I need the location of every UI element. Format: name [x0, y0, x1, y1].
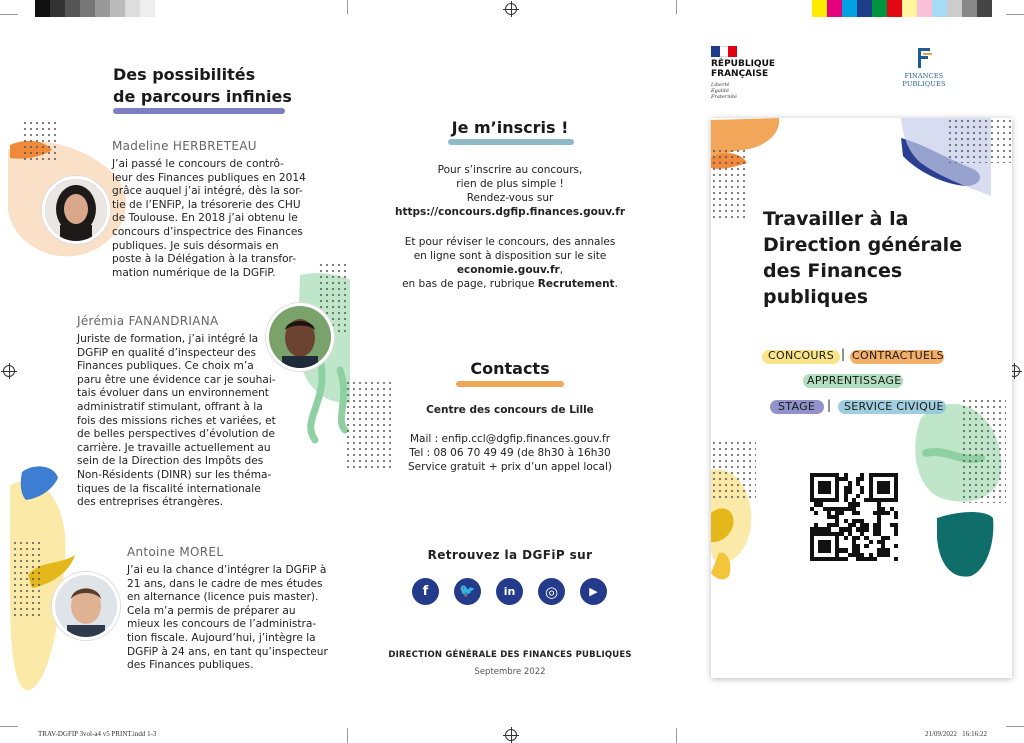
text-fragment: ,: [559, 264, 564, 276]
text-line: tais évoluer dans un environnement: [77, 387, 269, 400]
text-line: poste à la Délégation à la transfor-: [112, 253, 297, 266]
text-line: administratif stimulant, offrant à la: [77, 400, 263, 413]
text-line: Non-Résidents (DINR) sur les théma-: [77, 468, 272, 481]
text-line: en ligne sont à disposition sur le site: [413, 250, 607, 262]
blue-brush-shape: [21, 466, 58, 500]
text-line: DGFiP en qualité d’inspecteur des: [77, 346, 257, 359]
registration-mark: [505, 3, 517, 15]
cover-card: [711, 118, 1012, 678]
inscription-block: [370, 163, 650, 219]
footer-org: DIRECTION GÉNÉRALE DES FINANCES PUBLIQUES: [388, 650, 632, 660]
crop-mark: [1006, 726, 1024, 727]
dots-pattern: [711, 440, 756, 500]
contact-block: [370, 432, 650, 474]
portrait-image: [55, 575, 117, 637]
rf-motto: [711, 82, 737, 100]
text-line: J’ai passé le concours de contrô-: [112, 158, 284, 170]
cover-title-line: des Finances: [763, 260, 903, 282]
youtube-icon[interactable]: ▶: [580, 578, 607, 605]
dots-pattern: [12, 540, 42, 620]
dots-pattern: [947, 118, 1012, 163]
tag-service-civique: SERVICE CIVIQUE: [844, 400, 944, 413]
text-line: tion fiscale. Aujourd’hui, j’intègre la: [127, 631, 316, 644]
text-fragment: .: [614, 278, 618, 290]
text-line: [370, 277, 650, 291]
text-line: rien de plus simple !: [456, 178, 564, 190]
testimonial-name: Antoine MOREL: [127, 545, 224, 559]
heading-underline: [113, 108, 285, 114]
tag-separator: |: [841, 347, 846, 361]
twitter-icon[interactable]: 🐦: [454, 578, 481, 605]
revision-block: [370, 235, 650, 291]
cover-title-line: publiques: [763, 286, 869, 308]
left-heading-line-1: Des possibilités: [113, 65, 256, 84]
registration-mark: [505, 729, 517, 741]
rf-line: FRANÇAISE: [711, 69, 769, 79]
crop-mark: [676, 728, 677, 743]
crop-mark: [347, 728, 348, 743]
concours-link[interactable]: https://concours.dgfip.finances.gouv.fr: [394, 206, 626, 218]
cover-title: [763, 206, 962, 310]
text-line: tie de l’ENFiP, la trésorerie des CHU: [112, 198, 301, 211]
motto-line: Liberté: [711, 82, 730, 88]
avatar-jeremia: [266, 303, 334, 371]
crop-mark: [0, 726, 18, 727]
text-line: Pour s’inscrire au concours,: [437, 164, 583, 176]
text-line: J’ai eu la chance d’intégrer la DGFiP à: [127, 564, 327, 576]
avatar-madeline: [42, 176, 110, 244]
facebook-icon[interactable]: f: [412, 578, 439, 605]
text-fragment: en bas de page, rubrique: [402, 278, 538, 290]
testimonial-text: [127, 564, 328, 673]
text-line: Cela m’a permis de préparer au: [127, 604, 296, 617]
text-line: grâce auquel j’ai intégré, dès la sor-: [112, 185, 303, 198]
motto-line: Fraternité: [711, 94, 737, 100]
text-line: paru être une évidence car je souhai-: [77, 373, 276, 386]
portrait-image: [269, 306, 331, 368]
text-line: de belles perspectives d’évolution de: [77, 428, 276, 441]
text-line: des entreprises étrangères.: [77, 496, 224, 509]
text-line: 21 ans, dans le cadre de mes études: [127, 577, 323, 590]
text-line: Finances publiques. Ce choix m’a: [77, 360, 254, 373]
rf-line: RÉPUBLIQUE: [711, 59, 776, 69]
dots-pattern: [711, 148, 749, 218]
portrait-image: [45, 179, 107, 241]
contacts-title: Contacts: [470, 359, 550, 378]
testimonial-name: Madeline HERBRETEAU: [112, 139, 257, 153]
text-line: en alternance (licence puis master).: [127, 591, 319, 604]
text-line: de Toulouse. En 2018 j’ai obtenu le: [112, 212, 298, 225]
finances-publiques-logo-text: FINANCES PUBLIQUES: [902, 72, 946, 88]
social-title: Retrouvez la DGFiP sur: [427, 548, 593, 562]
heading-underline: [448, 139, 574, 145]
avatar-antoine: [52, 572, 120, 640]
teal-brush-shape: [937, 512, 993, 577]
dots-pattern: [22, 120, 58, 160]
cover-title-line: Direction générale: [763, 234, 963, 256]
text-line: Et pour réviser le concours, des annales: [404, 236, 616, 248]
economie-link[interactable]: economie.gouv.fr: [456, 264, 560, 276]
inscription-title: Je m’inscris !: [451, 118, 569, 137]
rf-logo-text: [711, 59, 775, 79]
text-line: Rendez-vous sur: [466, 192, 554, 204]
text-line: sein de la Direction des Impôts des: [77, 455, 264, 468]
qr-module: [894, 557, 898, 561]
contact-phone[interactable]: Tel : 08 06 70 49 49 (de 8h30 à 16h30: [409, 447, 611, 459]
tag-contractuels: CONTRACTUELS: [852, 349, 944, 362]
text-line: mation numérique de la DGFiP.: [112, 266, 276, 279]
linkedin-icon[interactable]: in: [496, 578, 523, 605]
motto-line: Égalité: [711, 88, 729, 94]
text-line: DGFiP à 24 ans, en tant qu’inspecteur: [127, 645, 328, 658]
qr-code[interactable]: [810, 473, 898, 561]
contact-mail[interactable]: Mail : enfip.ccl@dgfip.finances.gouv.fr: [409, 433, 611, 445]
crop-mark: [1006, 14, 1024, 15]
text-line: Service gratuit + prix d’un appel local): [408, 461, 612, 473]
text-line: [370, 263, 650, 277]
tag-separator: |: [827, 398, 832, 412]
text-fragment: Recrutement: [537, 278, 615, 290]
heading-underline: [456, 381, 564, 387]
slug-date: 21/09/2022 16:16:22: [925, 730, 988, 738]
tag-stage: STAGE: [778, 400, 816, 413]
text-line: tiques de la fiscalité internationale: [77, 482, 261, 495]
testimonial-name: Jérémia FANANDRIANA: [77, 314, 219, 328]
marianne-flag-logo: [711, 46, 737, 57]
dots-pattern: [961, 398, 1006, 503]
text-line: publiques. Je suis désormais en: [112, 239, 279, 252]
text-line: concours d’inspectrice des Finances: [112, 225, 303, 238]
left-heading: [113, 64, 292, 108]
centre-title: Centre des concours de Lille: [426, 404, 594, 416]
text-line: mieux les concours de l’administra-: [127, 618, 317, 631]
left-heading-line-2: de parcours infinies: [113, 87, 292, 106]
text-line: Juriste de formation, j’ai intégré la: [77, 333, 259, 345]
text-line: fois des missions riches et variées, et: [77, 414, 276, 427]
footer-date: Septembre 2022: [474, 667, 546, 677]
instagram-icon[interactable]: ◎: [538, 578, 565, 605]
slug-file: TRAV-DGFIP 3vol-a4 v5 PRINT.indd 1-3: [38, 730, 157, 738]
text-line: leur des Finances publiques en 2014: [112, 171, 306, 184]
tag-apprentissage: APPRENTISSAGE: [807, 374, 902, 387]
testimonial-text: [112, 158, 306, 280]
text-line: des Finances publiques.: [127, 659, 254, 672]
tag-concours: CONCOURS: [768, 349, 834, 362]
text-line: carrière. Je travaille actuellement au: [77, 441, 271, 454]
crop-mark: [676, 0, 677, 14]
testimonial-text: [77, 333, 276, 510]
finances-publiques-logo-icon: [912, 46, 934, 70]
cover-title-line: Travailler à la: [763, 208, 909, 230]
